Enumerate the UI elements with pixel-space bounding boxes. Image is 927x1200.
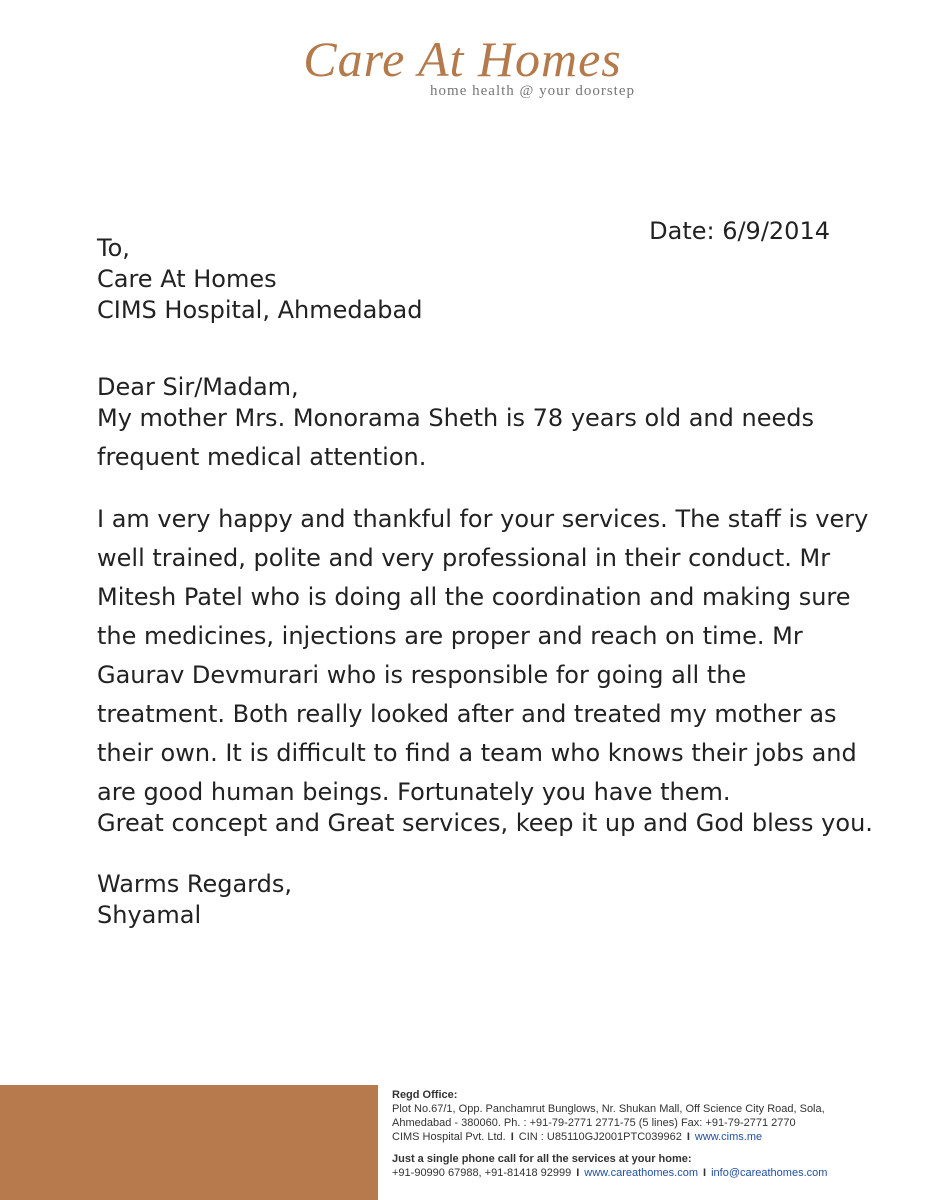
address-line: Ahmedabad - 380060. Ph. : +91-79-2771 2771-75 (5 lines) Fax: +91-79-2771 2770	[392, 1117, 796, 1129]
body-line: their own. It is difficult to find a team who knows their jobs and	[97, 739, 857, 767]
company-name: CIMS Hospital Pvt. Ltd.	[392, 1131, 506, 1143]
separator: I	[576, 1167, 580, 1179]
logo-title: Care At Homes	[303, 31, 622, 87]
body-paragraph	[97, 500, 869, 812]
intro-line: My mother Mrs. Monorama Sheth is 78 years old and needs	[97, 404, 814, 432]
recipient-line: Care At Homes	[97, 265, 277, 293]
footer-contact	[392, 1088, 912, 1180]
footer-band	[0, 1085, 378, 1200]
separator: I	[703, 1167, 707, 1179]
body-line: Gaurav Devmurari who is responsible for going all the	[97, 661, 747, 689]
email-link[interactable]: info@careathomes.com	[711, 1167, 828, 1179]
recipient-line: CIMS Hospital, Ahmedabad	[97, 296, 423, 324]
company-row	[392, 1130, 912, 1144]
letter-date: Date: 6/9/2014	[649, 217, 830, 245]
closing-line: Great concept and Great services, keep it up and God bless you.	[97, 809, 873, 837]
cims-website-link[interactable]: www.cims.me	[694, 1131, 763, 1143]
cin-number: CIN : U85110GJ2001PTC039962	[518, 1131, 682, 1143]
contact-row	[392, 1166, 912, 1180]
office-heading: Regd Office:	[392, 1089, 458, 1101]
signature-name: Shyamal	[97, 901, 202, 929]
website-link[interactable]: www.careathomes.com	[584, 1167, 699, 1179]
intro-line: frequent medical attention.	[97, 443, 427, 471]
separator: I	[510, 1131, 514, 1143]
logo-tagline: home health @ your doorstep	[430, 83, 635, 99]
signoff-line: Warms Regards,	[97, 870, 292, 898]
body-line: I am very happy and thankful for your services. The staff is very	[97, 505, 869, 533]
body-line: Mitesh Patel who is doing all the coordination and making sure	[97, 583, 851, 611]
signoff-block	[97, 869, 842, 931]
body-line: are good human beings. Fortunately you have them.	[97, 778, 731, 806]
recipient-line: To,	[97, 234, 130, 262]
body-line: treatment. Both really looked after and treated my mother as	[97, 700, 837, 728]
separator: I	[686, 1131, 690, 1143]
salutation: Dear Sir/Madam,	[97, 373, 299, 401]
phone-numbers: +91-90990 67988, +91-81418 92999	[392, 1167, 572, 1179]
body-line: well trained, polite and very professional in their conduct. Mr	[97, 544, 831, 572]
address-line: Plot No.67/1, Opp. Panchamrut Bunglows, Nr. Shukan Mall, Off Science City Road, Sola,	[392, 1103, 825, 1115]
call-heading: Just a single phone call for all the services at your home:	[392, 1153, 692, 1165]
recipient-block	[97, 233, 842, 326]
intro-paragraph	[97, 399, 842, 477]
body-line: the medicines, injections are proper and reach on time. Mr	[97, 622, 803, 650]
